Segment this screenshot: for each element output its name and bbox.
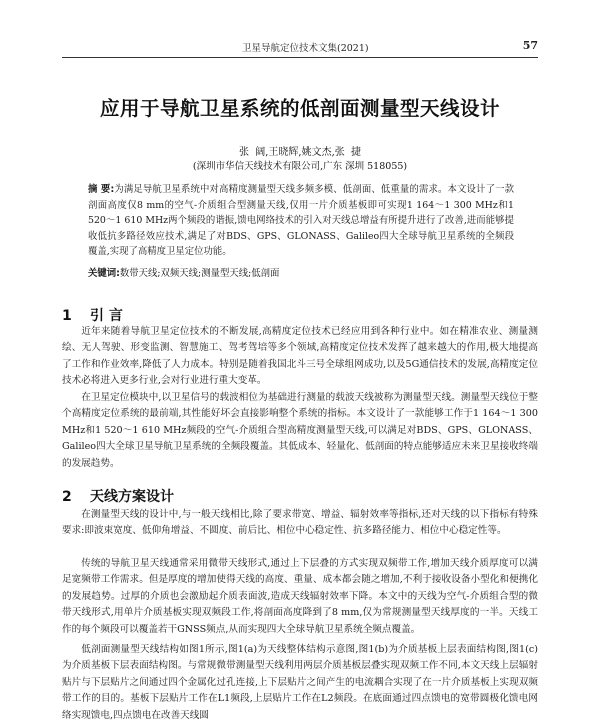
page-number: 57: [522, 39, 538, 52]
paragraph: 在卫星定位模块中,以卫星信号的载波相位为基础进行测量的载波天线被称为测量型天线。测量型天线位于整个高精度定位系统的最前端,其性能好坏会直接影响整个系统的指标。本文设计了一款能够工作于1 164～1 300 MHz和1 520～1 610 MHz频段的空气-介质组合型高精度测量型天线,可以满足对BDS、GPS、GLONASS、Galileo四大全球卫星导航卫星系统的全频段覆盖。其低成本、轻量化、低剖面的特点能够适应未来卫星接收终端的发展趋势。: [62, 392, 538, 469]
section-heading-design: [62, 486, 174, 506]
running-header: [62, 40, 538, 56]
header-rule: [62, 57, 538, 58]
journal-name: 卫星导航定位技术文集(2021): [242, 43, 369, 54]
section-title: 引 言: [90, 308, 123, 324]
paper-title: 应用于导航卫星系统的低剖面测量型天线设计: [99, 97, 500, 120]
author-list: 张 阔,王晓辉,姚文杰,张 捷: [239, 147, 361, 158]
keywords: [88, 265, 514, 279]
paragraph: 近年来随着导航卫星定位技术的不断发展,高精度定位技术已经应用到各种行业中。如在精准农业、测量测绘、无人驾驶、形变监测、智慧施工、驾考驾培等多个领域,高精度定位技术发挥了越来越大的作用,极大地提高了工作和作业效率,降低了人力成本。特别是随着我国北斗三号全球组网成功,以及5G通信技术的发展,高精度定位技术必将进入更多行业,会对行业进行重大变革。: [62, 326, 538, 387]
abstract-text: 为满足导航卫星系统中对高精度测量型天线多频多模、低剖面、低重量的需求。本文设计了一款剖面高度仅8 mm的空气-介质组合型测量天线,仅用一片介质基板即可实现1 164～1 300 MHz和1 520～1 610 MHz两个频段的谐振,馈电网络技术的引入对天线总增益有所提升进行了改善,进而能够提收低抗多路径效应技术,满足了对BDS、GPS、GLONASS、Galileo四大全球导航卫星系统的全频段覆盖,实现了高精度卫星定位功能。: [88, 184, 514, 258]
section-heading-introduction: [62, 305, 123, 325]
abstract: [88, 182, 514, 260]
abstract-label: 摘 要:: [88, 184, 115, 195]
section-number: 2: [62, 489, 72, 505]
paragraph: 在测量型天线的设计中,与一般天线相比,除了要求带宽、增益、辐射效率等指标,还对天线的以下指标有特殊要求:即波束宽度、低仰角增益、不圆度、前后比、相位中心稳定性、抗多路径能力、相位中心稳定性等。: [62, 509, 538, 537]
keywords-label: 关键词:: [88, 268, 120, 279]
section-number: 1: [62, 308, 72, 324]
paragraph: 传统的导航卫星天线通常采用微带天线形式,通过上下层叠的方式实现双频带工作,增加天线介质厚度可以满足宽频带工作需求。但是厚度的增加使得天线的高度、重量、成本都会随之增加,不利于接收设备小型化和便携化的发展趋势。过厚的介质也会激励起介质表面波,造成天线辐射效率下降。本文中的天线为空气-介质组合型的微带天线形式,用单片介质基板实现双频段工作,将剖面高度降到了8 mm,仅为常规测量型天线厚度的一半。天线工作的每个频段可以覆盖若干GNSS频点,从而实现四大全球导航卫星系统全频点覆盖。: [62, 558, 538, 635]
affiliation: (深圳市华信天线技术有限公司,广东 深圳 518055): [192, 161, 408, 172]
paragraph: 低剖面测量型天线结构如图1所示,图1(a)为天线整体结构示意图,图1(b)为介质基板上层表面结构图,图1(c)为介质基板下层表面结构图。与常规微带测量型天线利用两层介质基板层叠实现双频工作不同,本文天线上层辐射贴片与下层贴片之间通过四个金属化过孔连接,上下层贴片之间产生的电流耦合实现了在一片介质基板上实现双频带工作的目的。基板下层贴片工作在L1频段,上层贴片工作在L2频段。在底面通过四点馈电的宽带圆极化馈电网络实现馈电,四点馈电在改善天线圆: [62, 644, 538, 721]
section-title: 天线方案设计: [90, 489, 174, 505]
keywords-text: 数带天线;双频天线;测量型天线;低剖面: [119, 268, 280, 279]
